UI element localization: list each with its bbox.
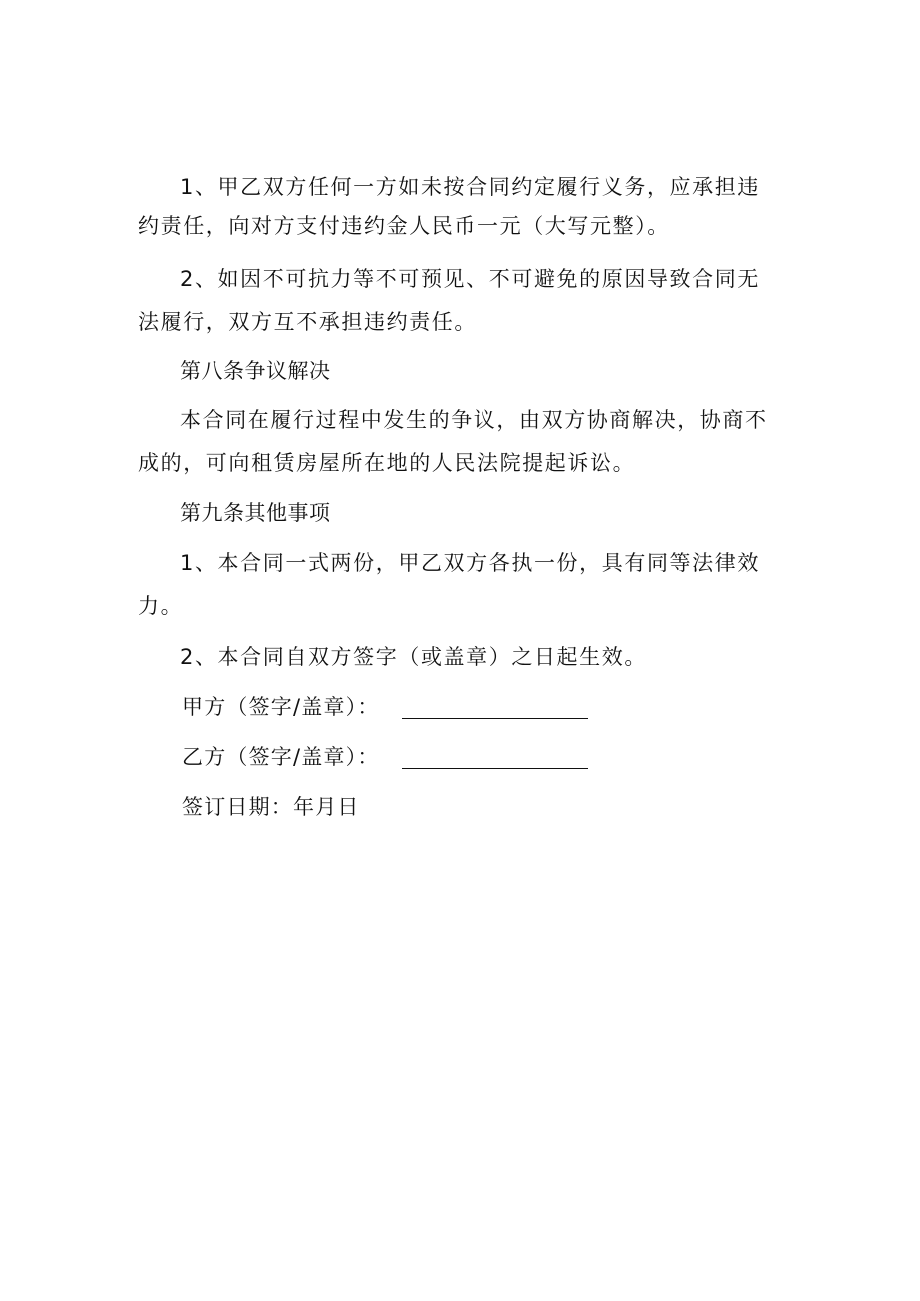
signing-date-label: 签订日期：年月日: [182, 795, 360, 819]
article9-item1-line1: 1、本合同一式两份，甲乙双方各执一份，具有同等法律效: [180, 551, 760, 575]
article8-body-line1: 本合同在履行过程中发生的争议，由双方协商解决，协商不: [180, 408, 768, 432]
article9-item1-line2: 力。: [138, 594, 184, 618]
party-a-signature-line[interactable]: [402, 696, 588, 719]
party-b-signature-row: [182, 742, 588, 772]
article7-item1-line1: 1、甲乙双方任何一方如未按合同约定履行义务，应承担违: [180, 175, 760, 199]
article9-heading: 第九条其他事项: [180, 501, 331, 525]
article7-item1-line2: 约责任，向对方支付违约金人民币一元（大写元整）。: [138, 214, 670, 238]
party-a-signature-row: [182, 692, 588, 722]
party-a-label: 甲方（签字/盖章）：: [182, 695, 380, 719]
article9-item2-line1: 2、本合同自双方签字（或盖章）之日起生效。: [180, 645, 647, 669]
article7-item2-line1: 2、如因不可抗力等不可预见、不可避免的原因导致合同无: [180, 267, 760, 291]
party-b-label: 乙方（签字/盖章）：: [182, 745, 380, 769]
article8-heading: 第八条争议解决: [180, 359, 331, 383]
article7-item2-line2: 法履行，双方互不承担违约责任。: [138, 310, 477, 334]
party-b-signature-line[interactable]: [402, 746, 588, 769]
article8-body-line2: 成的，可向租赁房屋所在地的人民法院提起诉讼。: [138, 451, 636, 475]
signing-date-row: [182, 792, 360, 822]
